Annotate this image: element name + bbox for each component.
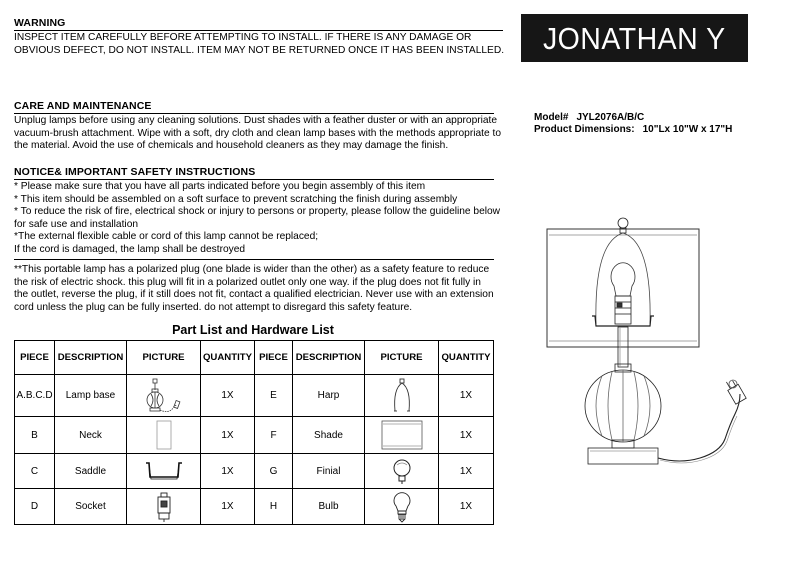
col-header-picture-2: PICTURE <box>365 341 439 375</box>
picture-cell <box>127 417 201 454</box>
warning-title: WARNING <box>14 17 66 29</box>
lamp-base-icon <box>141 376 187 416</box>
harp-icon <box>389 377 415 415</box>
parts-table <box>14 340 494 525</box>
picture-cell <box>365 454 439 489</box>
description-cell: Shade <box>293 417 365 454</box>
piece-cell: H <box>255 489 293 525</box>
care-line: vacuum-brush attachment. Wipe with a soft, dry cloth and clean lamp bases with the methods appropriate to <box>14 127 501 139</box>
bulb-icon <box>390 490 414 524</box>
piece-cell: B <box>15 417 55 454</box>
saddle-icon <box>140 457 188 485</box>
picture-cell <box>127 454 201 489</box>
description-cell: Socket <box>55 489 127 525</box>
polarized-line: **This portable lamp has a polarized plug (one blade is wider than the other) as a safety feature to reduce <box>14 264 490 275</box>
product-dimensions <box>534 124 732 135</box>
quantity-cell: 1X <box>201 489 255 525</box>
picture-cell <box>365 417 439 454</box>
quantity-cell: 1X <box>439 417 494 454</box>
care-line: the material. Avoid the use of chemicals and household cleaners as they may damage the finish. <box>14 140 449 152</box>
safety-line: * Please make sure that you have all parts indicated before you begin assembly of this item <box>14 181 426 192</box>
dims-value: 10"Lx 10"W x 17"H <box>642 124 733 135</box>
piece-cell: A.B.C.D <box>15 375 55 417</box>
care-line: Unplug lamps before using any cleaning solutions. Dust shades with a feather duster or with an appropriate <box>14 115 498 126</box>
safety-line: * To reduce the risk of fire, electrical shock or injury to persons or property, please follow the guideline below <box>14 206 501 218</box>
safety-line: If the cord is damaged, the lamp shall be destroyed <box>14 243 246 255</box>
warning-line: INSPECT ITEM CAREFULLY BEFORE ATTEMPTING TO INSTALL. IF THERE IS ANY DAMAGE OR <box>14 32 472 43</box>
warning-rule <box>14 30 503 31</box>
piece-cell: F <box>255 417 293 454</box>
description-cell: Bulb <box>293 489 365 525</box>
description-cell: Lamp base <box>55 375 127 417</box>
safety-line: * This item should be assembled on a soft surface to prevent scratching the finish during assembly <box>14 193 458 205</box>
table-row <box>15 489 494 525</box>
quantity-cell: 1X <box>439 454 494 489</box>
care-text <box>14 115 501 153</box>
care-title: CARE AND MAINTENANCE <box>14 100 152 112</box>
quantity-cell: 1X <box>439 489 494 525</box>
brand-logo <box>521 14 748 62</box>
safety-line: for safe use and installation <box>14 218 139 230</box>
parts-header-row <box>15 341 494 375</box>
piece-cell: C <box>15 454 55 489</box>
description-cell: Finial <box>293 454 365 489</box>
picture-cell <box>127 489 201 525</box>
model-number <box>534 112 644 123</box>
polarized-line: the outlet, reverse the plug, if it still does not fit, contact a qualified electrician. Never use with an extension <box>14 289 494 301</box>
col-header-quantity-2: QUANTITY <box>439 341 494 375</box>
socket-icon <box>154 491 174 523</box>
col-header-quantity: QUANTITY <box>201 341 255 375</box>
safety-text <box>14 181 500 257</box>
table-row <box>15 417 494 454</box>
quantity-cell: 1X <box>201 454 255 489</box>
picture-cell <box>365 375 439 417</box>
piece-cell: G <box>255 454 293 489</box>
dims-label: Product Dimensions: <box>534 124 635 135</box>
finial-icon <box>390 456 414 486</box>
polarized-rule-top <box>14 259 494 260</box>
description-cell: Neck <box>55 417 127 454</box>
col-header-piece-2: PIECE <box>255 341 293 375</box>
piece-cell: E <box>255 375 293 417</box>
neck-icon <box>154 419 174 451</box>
shade-icon <box>378 418 426 452</box>
polarized-line: cord unless the plug can be fully inserted. do not attempt to disregard this safety feature. <box>14 301 413 313</box>
parts-list-title: Part List and Hardware List <box>172 323 334 337</box>
warning-text <box>14 32 504 57</box>
col-header-description-2: DESCRIPTION <box>293 341 365 375</box>
col-header-description: DESCRIPTION <box>55 341 127 375</box>
model-label: Model# <box>534 112 569 123</box>
safety-line: *The external flexible cable or cord of this lamp cannot be replaced; <box>14 231 319 243</box>
table-row <box>15 375 494 417</box>
col-header-picture: PICTURE <box>127 341 201 375</box>
col-header-piece: PIECE <box>15 341 55 375</box>
table-row <box>15 454 494 489</box>
description-cell: Saddle <box>55 454 127 489</box>
care-rule <box>14 113 494 114</box>
brand-name: JONATHAN Y <box>543 21 726 56</box>
piece-cell: D <box>15 489 55 525</box>
picture-cell <box>365 489 439 525</box>
description-cell: Harp <box>293 375 365 417</box>
model-value: JYL2076A/B/C <box>576 112 645 123</box>
quantity-cell: 1X <box>201 375 255 417</box>
polarized-line: the risk of electric shock. this plug will fit in a polarized outlet only one way. if the plug does not fit fully in <box>14 276 481 288</box>
safety-title: NOTICE& IMPORTANT SAFETY INSTRUCTIONS <box>14 166 256 178</box>
quantity-cell: 1X <box>201 417 255 454</box>
safety-rule <box>14 179 494 180</box>
lamp-illustration <box>530 214 790 474</box>
polarized-text <box>14 264 494 314</box>
warning-line: OBVIOUS DEFECT, DO NOT INSTALL. ITEM MAY NOT BE RETURNED ONCE IT HAS BEEN INSTALLED. <box>14 44 505 56</box>
quantity-cell: 1X <box>439 375 494 417</box>
picture-cell <box>127 375 201 417</box>
